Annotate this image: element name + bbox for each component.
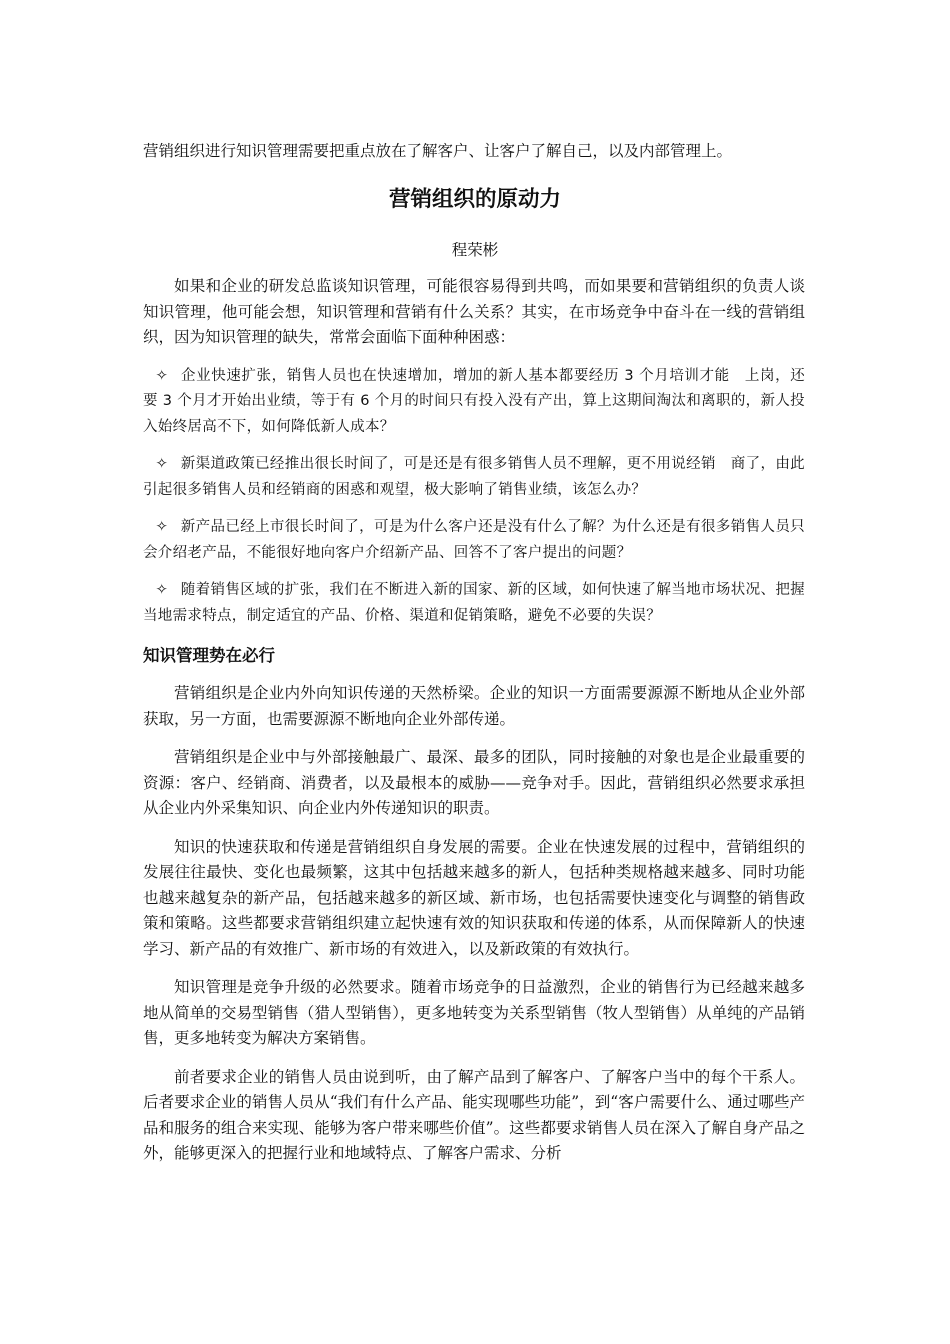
diamond-star-icon: ✧: [155, 582, 169, 598]
section-heading: 知识管理势在必行: [143, 646, 275, 665]
bullet-text: 企业快速扩张，销售人员也在快速增加，增加的新人基本都要经历 3 个月培训才能 上岗，还要 3 个月才开始出业绩，等于有 6 个月的时间只有投入没有产出，算上这期间淘汰和离职的，新人投入始终居高不下，如何降低新人成本？: [143, 367, 805, 435]
section-paragraph: 知识管理是竞争升级的必然要求。随着市场竞争的日益激烈，企业的销售行为已经越来越多地从简单的交易型销售（猎人型销售），更多地转变为关系型销售（牧人型销售）从单纯的产品销售，更多地转变为解决方案销售。: [143, 978, 805, 1047]
bullet-item: [143, 515, 805, 566]
bullet-list: [143, 364, 805, 630]
bullet-item: [143, 364, 805, 441]
opening-paragraph: 如果和企业的研发总监谈知识管理，可能很容易得到共鸣，而如果要和营销组织的负责人谈知识管理，他可能会想，知识管理和营销有什么关系？其实，在市场竞争中奋斗在一线的营销组织，因为知识管理的缺失，常常会面临下面种种困惑：: [143, 277, 805, 346]
bullet-item: [143, 578, 805, 629]
article-title: 营销组织的原动力: [388, 187, 561, 212]
section-paragraph: 营销组织是企业中与外部接触最广、最深、最多的团队，同时接触的对象也是企业最重要的资源：客户、经销商、消费者，以及最根本的威胁——竞争对手。因此，营销组织必然要求承担从企业内外采集知识、向企业内外传递知识的职责。: [143, 748, 805, 817]
bullet-text: 新渠道政策已经推出很长时间了，可是还是有很多销售人员不理解，更不用说经销 商了，由此引起很多销售人员和经销商的困惑和观望，极大影响了销售业绩，该怎么办？: [143, 456, 805, 498]
article-author: 程荣彬: [451, 241, 499, 259]
diamond-star-icon: ✧: [155, 367, 169, 384]
diamond-star-icon: ✧: [155, 456, 169, 472]
diamond-star-icon: ✧: [155, 519, 169, 535]
section-paragraph: 营销组织是企业内外向知识传递的天然桥梁。企业的知识一方面需要源源不断地从企业外部获取，另一方面，也需要源源不断地向企业外部传递。: [143, 684, 805, 728]
bullet-text: 新产品已经上市很长时间了，可是为什么客户还是没有什么了解？为什么还是有很多销售人员只会介绍老产品，不能很好地向客户介绍新产品、回答不了客户提出的问题？: [143, 519, 805, 561]
section-paragraph: 知识的快速获取和传递是营销组织自身发展的需要。企业在快速发展的过程中，营销组织的发展往往最快、变化也最频繁，这其中包括越来越多的新人，包括种类规格越来越多、同时功能也越来越复杂的新产品，包括越来越多的新区域、新市场，也包括需要快速变化与调整的销售政策和策略。这些都要求营销组织建立起快速有效的知识获取和传递的体系，从而保障新人的快速学习、新产品的有效推广、新市场的有效进入，以及新政策的有效执行。: [143, 837, 805, 958]
bullet-item: [143, 452, 805, 503]
bullet-text: 随着销售区域的扩张，我们在不断进入新的国家、新的区域，如何快速了解当地市场状况、把握当地需求特点，制定适宜的产品、价格、渠道和促销策略，避免不必要的失误？: [143, 582, 805, 624]
section-paragraph: 前者要求企业的销售人员由说到听，由了解产品到了解客户、了解客户当中的每个干系人。后者要求企业的销售人员从“我们有什么产品、能实现哪些功能”，到“客户需要什么、通过哪些产品和服务的组合来实现、能够为客户带来哪些价值”。这些都要求销售人员在深入了解自身产品之外，能够更深入的把握行业和地域特点、了解客户需求、分析: [143, 1067, 805, 1162]
intro-summary: 营销组织进行知识管理需要把重点放在了解客户、让客户了解自己，以及内部管理上。: [143, 142, 733, 160]
article-body: [143, 274, 805, 1180]
